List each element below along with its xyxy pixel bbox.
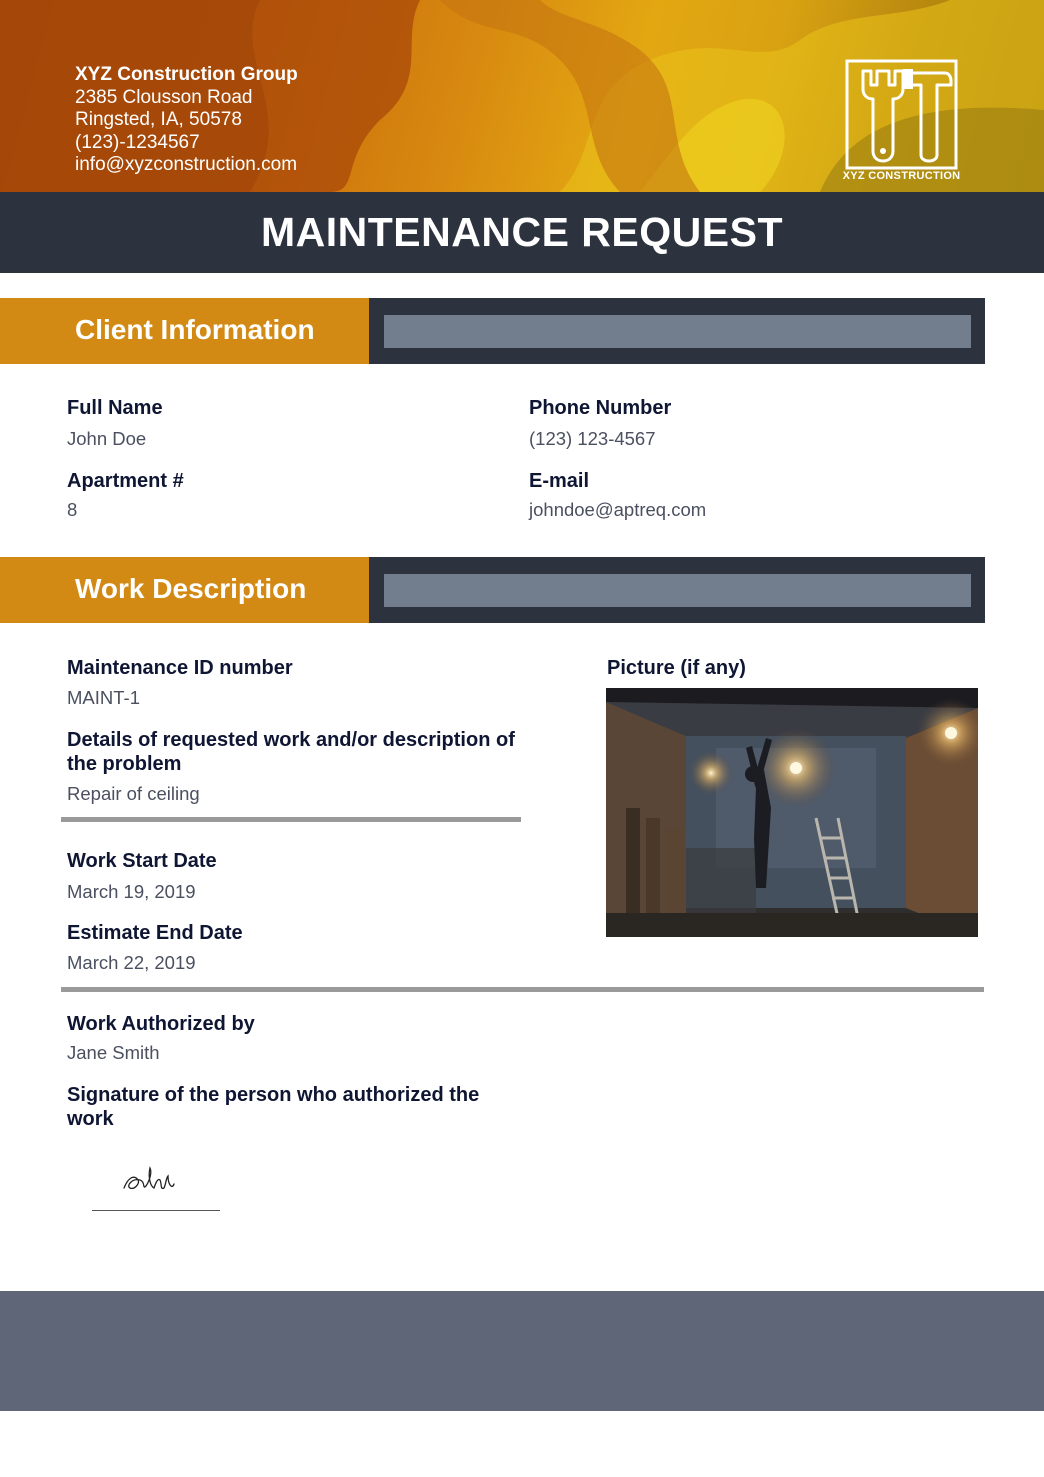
phone-label: Phone Number [529, 397, 672, 419]
page-title: MAINTENANCE REQUEST [260, 209, 784, 255]
phone-value: (123) 123-4567 [529, 428, 656, 449]
logo-text: XYZ CONSTRUCTION [842, 170, 961, 182]
start-date-value: March 19, 2019 [67, 881, 196, 902]
start-date-label: Work Start Date [67, 850, 217, 872]
email-label: E-mail [529, 470, 590, 492]
maintenance-id-label: Maintenance ID number [67, 657, 293, 679]
work-section-tab [0, 557, 369, 623]
company-email: info@xyzconstruction.com [75, 154, 298, 175]
details-value: Repair of ceiling [67, 783, 200, 804]
maintenance-id-value: MAINT-1 [67, 687, 140, 708]
header-banner [0, 0, 1044, 192]
footer-bar [0, 1291, 1044, 1411]
work-section-bar [369, 557, 985, 623]
full-name-label: Full Name [67, 397, 163, 419]
end-date-label: Estimate End Date [67, 922, 243, 944]
signature-label: Signature of the person who authorized the work [67, 1084, 480, 1130]
divider-details [61, 817, 521, 822]
full-name-value: John Doe [67, 428, 147, 449]
work-section-bar-fill [384, 574, 971, 607]
authorized-by-value: Jane Smith [67, 1042, 160, 1063]
company-address-line1: 2385 Clousson Road [75, 86, 253, 108]
wrench-icon [863, 71, 903, 161]
email-value: johndoe@aptreq.com [529, 499, 707, 520]
work-photo [606, 688, 978, 937]
client-section-title: Client Information [75, 314, 315, 345]
company-name: XYZ Construction Group [75, 64, 298, 85]
end-date-value: March 22, 2019 [67, 952, 196, 973]
work-photo-image [606, 688, 978, 937]
apartment-value: 8 [67, 499, 78, 520]
signature-line [92, 1210, 220, 1211]
company-info [75, 64, 298, 177]
picture-label: Picture (if any) [607, 657, 746, 679]
client-section-bar [369, 298, 985, 364]
work-section-title: Work Description [75, 573, 307, 604]
apartment-label: Apartment # [67, 470, 184, 492]
company-phone: (123)-1234567 [75, 131, 200, 153]
hammer-icon [903, 69, 951, 161]
divider-dates [61, 987, 984, 992]
company-address-line2: Ringsted, IA, 50578 [75, 109, 242, 130]
signature-image [120, 1158, 180, 1198]
client-section-tab [0, 298, 369, 364]
client-section-header [0, 298, 985, 364]
authorized-by-label: Work Authorized by [67, 1013, 255, 1035]
title-bar [0, 192, 1044, 273]
work-section-header [0, 557, 985, 623]
company-logo [845, 59, 958, 187]
client-section-bar-fill [384, 315, 971, 348]
details-label: Details of requested work and/or description of the problem [67, 729, 515, 775]
